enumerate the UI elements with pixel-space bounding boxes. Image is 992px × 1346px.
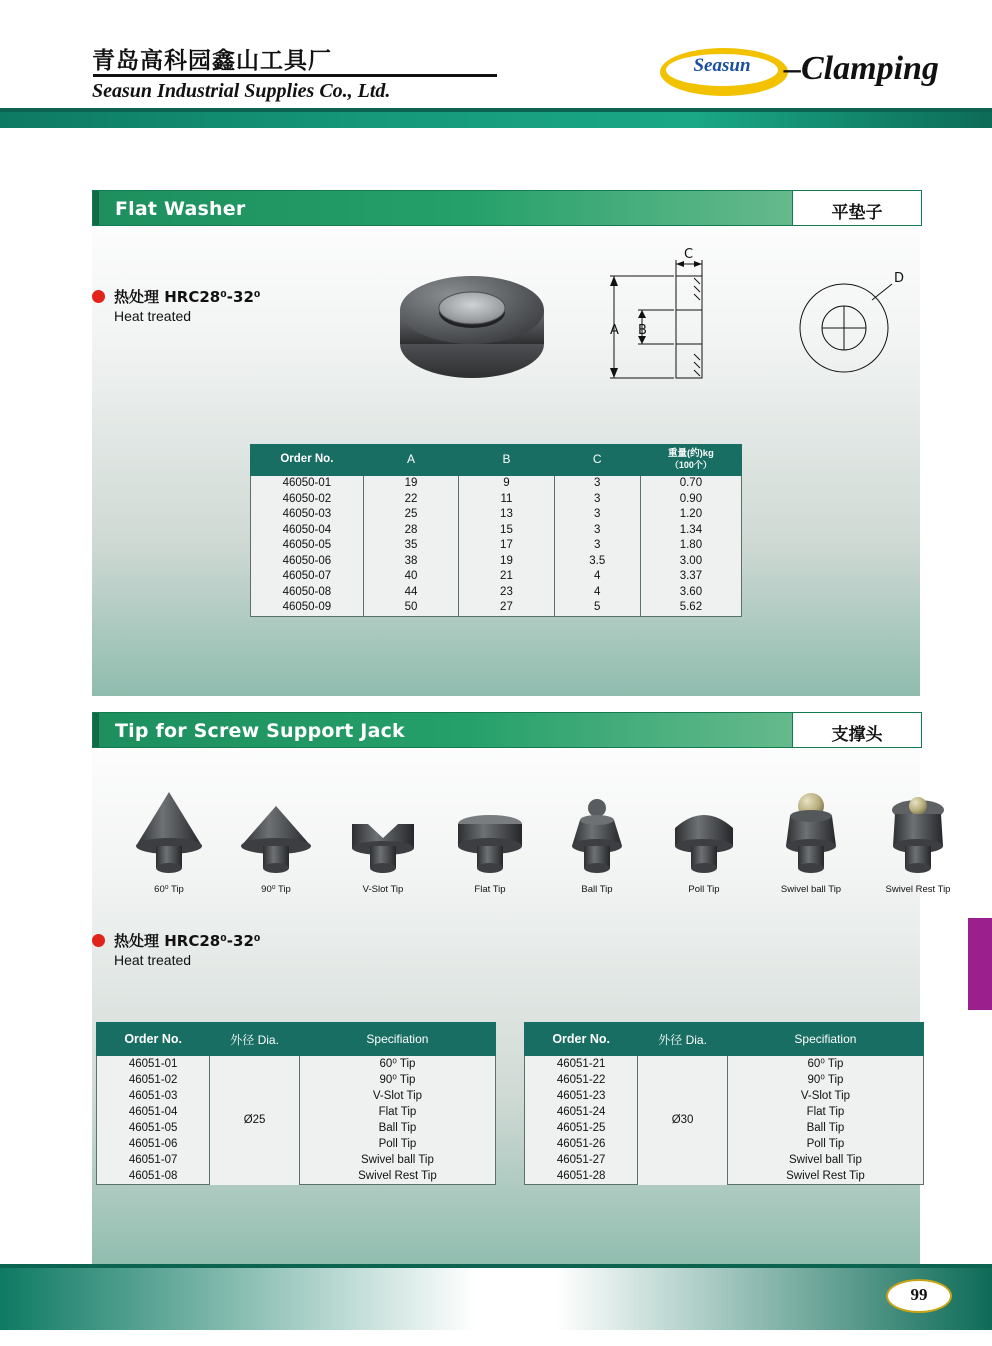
cell-weight: 1.20 (640, 507, 741, 523)
col-header-weight (640, 445, 741, 476)
cell-dia: Ø25 (210, 1056, 300, 1185)
col-header-dia: 外径 Dia. (638, 1023, 728, 1056)
company-name-cn: 青岛高科园鑫山工具厂 (92, 48, 332, 74)
cell-a: 35 (363, 538, 458, 554)
header-band (0, 112, 992, 128)
tip-swivel-rest-icon (863, 780, 973, 880)
col-header-c: C (554, 445, 640, 476)
section-title-cn: 平垫子 (831, 203, 883, 223)
col-header-order-no: Order No. (97, 1023, 210, 1056)
section-title-flat-washer (92, 190, 922, 226)
tip-90deg-icon (221, 780, 331, 880)
col-header-order-no: Order No. (525, 1023, 638, 1056)
tip-poll-icon (649, 780, 759, 880)
cell-a: 28 (363, 523, 458, 539)
flat-washer-table (250, 444, 742, 617)
cell-spec: 90⁰ Tip (299, 1072, 495, 1088)
cell-weight: 3.00 (640, 554, 741, 570)
dim-label-a: A (610, 323, 619, 338)
table-row (97, 1056, 496, 1073)
cell-order: 46051-08 (97, 1168, 210, 1185)
cell-order: 46051-28 (525, 1168, 638, 1185)
side-index-tab (968, 918, 992, 1010)
table-row (251, 476, 742, 492)
cell-spec: Ball Tip (299, 1120, 495, 1136)
cell-order: 46051-22 (525, 1072, 638, 1088)
tip-swivel-ball-icon (756, 780, 866, 880)
table-header-row (525, 1023, 924, 1056)
heat-treated-en: Heat treated (114, 308, 192, 324)
cell-spec: V-Slot Tip (299, 1088, 495, 1104)
cell-order: 46051-26 (525, 1136, 638, 1152)
table-row (251, 554, 742, 570)
cell-c: 3 (554, 492, 640, 508)
table-row (251, 492, 742, 508)
logo-clamping-text: –Clamping (784, 50, 939, 87)
cell-order: 46051-03 (97, 1088, 210, 1104)
cell-order: 46051-02 (97, 1072, 210, 1088)
cell-spec: 90⁰ Tip (727, 1072, 923, 1088)
cell-spec: Poll Tip (299, 1136, 495, 1152)
dim-label-c: C (684, 248, 694, 262)
col-header-b: B (459, 445, 554, 476)
cell-order: 46051-21 (525, 1056, 638, 1073)
cell-spec: Flat Tip (299, 1104, 495, 1120)
cell-weight: 1.80 (640, 538, 741, 554)
brand-logo (660, 44, 950, 100)
weight-header-bottom: （100个） (669, 460, 712, 471)
cell-b: 9 (459, 476, 554, 492)
cell-spec: Swivel Rest Tip (727, 1168, 923, 1185)
cell-order: 46051-07 (97, 1152, 210, 1168)
table-row (251, 585, 742, 601)
cell-order: 46050-09 (251, 600, 364, 616)
cell-order: 46050-02 (251, 492, 364, 508)
tip-caption: 90⁰ Tip (261, 884, 291, 895)
tip-caption: V-Slot Tip (362, 884, 404, 895)
tip-caption: Swivel Rest Tip (885, 884, 951, 895)
table-row (251, 507, 742, 523)
table-header-row (251, 445, 742, 476)
dim-label-b: B (638, 323, 647, 338)
cell-order: 46051-27 (525, 1152, 638, 1168)
cell-dia: Ø30 (638, 1056, 728, 1185)
heat-treated-cn: 热处理 HRC28⁰-32⁰ (114, 288, 261, 306)
col-header-dia: 外径 Dia. (210, 1023, 300, 1056)
cell-b: 23 (459, 585, 554, 601)
cell-b: 21 (459, 569, 554, 585)
table-row (251, 523, 742, 539)
col-header-specification: Specifiation (727, 1023, 923, 1056)
title-accent-bar (93, 713, 99, 747)
cell-c: 3 (554, 538, 640, 554)
cell-spec: 60⁰ Tip (727, 1056, 923, 1073)
tip-table-dia25-body (97, 1056, 496, 1185)
cell-c: 3.5 (554, 554, 640, 570)
weight-header-top: 重量(约)kg (667, 448, 714, 460)
page-number: 99 (886, 1279, 952, 1313)
cell-order: 46051-06 (97, 1136, 210, 1152)
header-rule (93, 74, 497, 77)
cell-order: 46050-01 (251, 476, 364, 492)
cell-weight: 3.60 (640, 585, 741, 601)
cell-order: 46051-01 (97, 1056, 210, 1073)
cell-weight: 1.34 (640, 523, 741, 539)
section-title-tip-for-screw-support-jack (92, 712, 922, 748)
tip-caption: Ball Tip (581, 884, 613, 895)
col-header-a: A (363, 445, 458, 476)
cell-order: 46050-06 (251, 554, 364, 570)
cell-a: 22 (363, 492, 458, 508)
table-row (251, 538, 742, 554)
tip-table-dia25 (96, 1022, 496, 1185)
cell-spec: Swivel ball Tip (299, 1152, 495, 1168)
logo-wordmark: Seasun (693, 55, 751, 76)
table-row (251, 600, 742, 616)
tip-caption: Poll Tip (688, 884, 720, 895)
cell-c: 4 (554, 569, 640, 585)
tip-caption: Swivel ball Tip (780, 884, 842, 895)
company-name-en: Seasun Industrial Supplies Co., Ltd. (92, 80, 391, 102)
cell-order: 46050-05 (251, 538, 364, 554)
cell-c: 4 (554, 585, 640, 601)
tip-illustrations-row (92, 780, 952, 910)
heat-treated-note-washer (92, 286, 372, 330)
cell-order: 46051-05 (97, 1120, 210, 1136)
cell-c: 3 (554, 523, 640, 539)
cell-c: 5 (554, 600, 640, 616)
cell-order: 46051-23 (525, 1088, 638, 1104)
table-row (525, 1056, 924, 1073)
cell-b: 27 (459, 600, 554, 616)
bullet-dot-icon (92, 290, 105, 303)
cell-weight: 3.37 (640, 569, 741, 585)
cell-spec: 60⁰ Tip (299, 1056, 495, 1073)
cell-spec: Swivel Rest Tip (299, 1168, 495, 1185)
tip-table-dia30-body (525, 1056, 924, 1185)
cell-a: 40 (363, 569, 458, 585)
flat-washer-photo (372, 252, 572, 402)
cell-spec: V-Slot Tip (727, 1088, 923, 1104)
heat-treated-cn: 热处理 HRC28⁰-32⁰ (114, 932, 261, 950)
section-title-en: Tip for Screw Support Jack (115, 720, 405, 742)
cell-order: 46050-04 (251, 523, 364, 539)
tip-ball-icon (542, 780, 652, 880)
cell-a: 25 (363, 507, 458, 523)
cell-spec: Ball Tip (727, 1120, 923, 1136)
cell-weight: 0.70 (640, 476, 741, 492)
cell-c: 3 (554, 507, 640, 523)
table-row (251, 569, 742, 585)
heat-treated-note-tips (92, 930, 372, 974)
cell-a: 19 (363, 476, 458, 492)
cell-order: 46051-25 (525, 1120, 638, 1136)
dim-label-d: D (894, 271, 905, 286)
tip-caption: 60⁰ Tip (154, 884, 184, 895)
table-header-row (97, 1023, 496, 1056)
tip-vslot-icon (328, 780, 438, 880)
tip-table-dia30 (524, 1022, 924, 1185)
cell-spec: Poll Tip (727, 1136, 923, 1152)
tip-flat-icon (435, 780, 545, 880)
cell-order: 46051-24 (525, 1104, 638, 1120)
cell-c: 3 (554, 476, 640, 492)
section-title-en: Flat Washer (115, 198, 246, 220)
tip-60deg-icon (114, 780, 224, 880)
washer-dimension-drawing (596, 248, 916, 400)
cell-order: 46050-03 (251, 507, 364, 523)
cell-a: 44 (363, 585, 458, 601)
cell-b: 11 (459, 492, 554, 508)
cell-b: 15 (459, 523, 554, 539)
cell-b: 13 (459, 507, 554, 523)
heat-treated-en: Heat treated (114, 952, 192, 968)
cell-a: 50 (363, 600, 458, 616)
bullet-dot-icon (92, 934, 105, 947)
cell-spec: Flat Tip (727, 1104, 923, 1120)
cell-b: 19 (459, 554, 554, 570)
flat-washer-table-body (251, 476, 742, 617)
title-accent-bar (93, 191, 99, 225)
cell-a: 38 (363, 554, 458, 570)
page-footer (0, 1268, 992, 1330)
cell-order: 46050-07 (251, 569, 364, 585)
section-title-cn: 支撑头 (831, 725, 883, 745)
cell-spec: Swivel ball Tip (727, 1152, 923, 1168)
col-header-specification: Specifiation (299, 1023, 495, 1056)
col-header-order-no: Order No. (251, 445, 364, 476)
cell-order: 46050-08 (251, 585, 364, 601)
tip-caption: Flat Tip (474, 884, 506, 895)
page-header (0, 0, 992, 128)
cell-weight: 5.62 (640, 600, 741, 616)
cell-weight: 0.90 (640, 492, 741, 508)
cell-b: 17 (459, 538, 554, 554)
cell-order: 46051-04 (97, 1104, 210, 1120)
